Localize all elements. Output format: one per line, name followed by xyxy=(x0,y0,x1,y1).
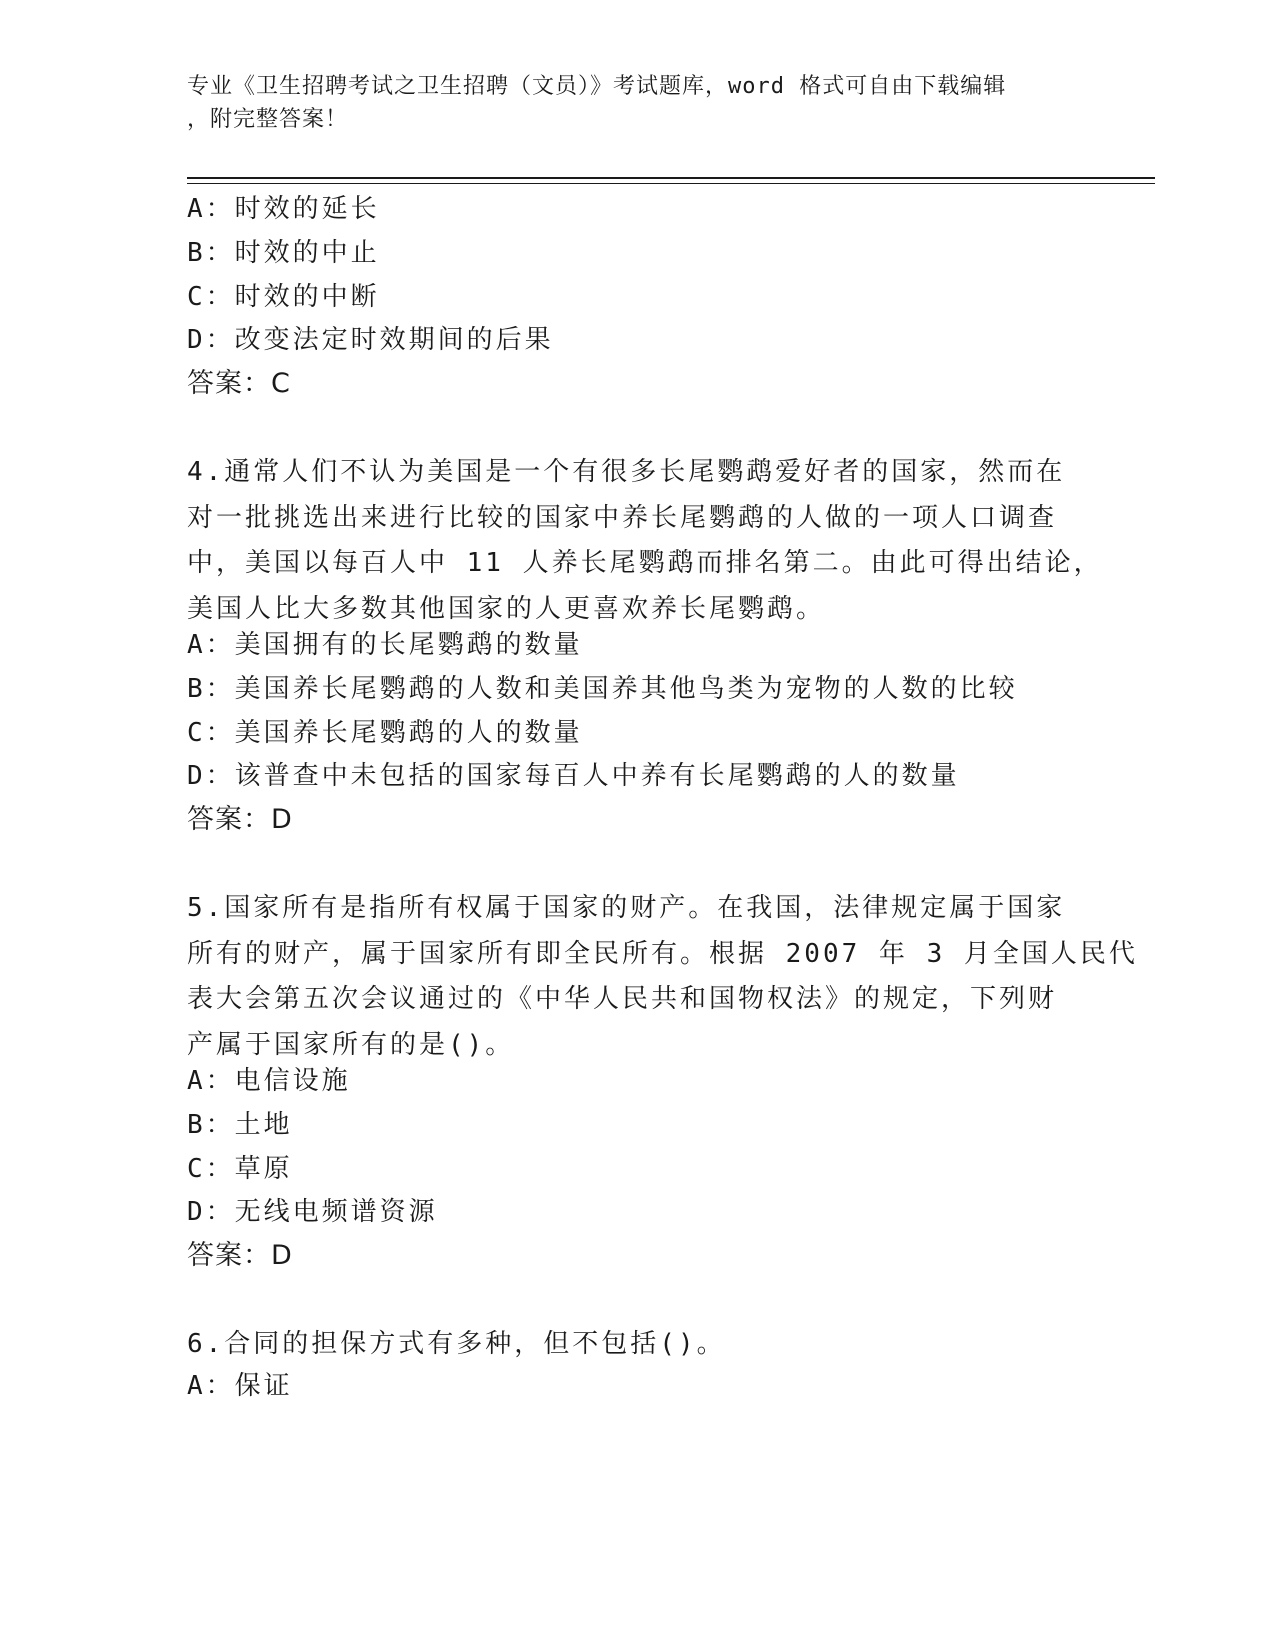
document-header xyxy=(187,70,1067,136)
q5-answer: 答案：D xyxy=(187,1240,293,1271)
q5-option-b: B：土地 xyxy=(187,1110,293,1140)
q4-stem-line-2: 对一批挑选出来进行比较的国家中养长尾鹦鹉的人做的一项人口调查 xyxy=(187,502,1058,533)
q4-option-d: D：该普查中未包括的国家每百人中养有长尾鹦鹉的人的数量 xyxy=(187,761,960,791)
q4-option-b: B：美国养长尾鹦鹉的人数和美国养其他鸟类为宠物的人数的比较 xyxy=(187,674,1018,704)
q5-option-a: A：电信设施 xyxy=(187,1066,351,1096)
q4-option-c: C：美国养长尾鹦鹉的人的数量 xyxy=(187,718,583,748)
q5-stem-line-4: 产属于国家所有的是()。 xyxy=(187,1029,515,1060)
q6-stem-line-1: 6.合同的担保方式有多种，但不包括()。 xyxy=(187,1329,726,1359)
q5-option-c: C：草原 xyxy=(187,1154,293,1184)
q4-stem-line-1: 4.通常人们不认为美国是一个有很多长尾鹦鹉爱好者的国家，然而在 xyxy=(187,457,1066,487)
q4-answer: 答案：D xyxy=(187,804,293,835)
header-line-2: ，附完整答案！ xyxy=(187,107,349,132)
q4-stem-line-3: 中，美国以每百人中 11 人养长尾鹦鹉而排名第二。由此可得出结论， xyxy=(187,548,1103,578)
q3-option-d: D：改变法定时效期间的后果 xyxy=(187,325,554,355)
q5-stem-line-1: 5.国家所有是指所有权属于国家的财产。在我国，法律规定属于国家 xyxy=(187,893,1066,923)
q5-stem-line-2: 所有的财产，属于国家所有即全民所有。根据 2007 年 3 月全国人民代 xyxy=(187,938,1138,969)
q6-option-a: A：保证 xyxy=(187,1371,293,1401)
q5-option-d: D：无线电频谱资源 xyxy=(187,1197,438,1227)
q6-stem xyxy=(187,1322,1087,1368)
header-divider-thick xyxy=(187,177,1155,179)
q3-option-b: B：时效的中止 xyxy=(187,238,380,268)
q5-stem-line-3: 表大会第五次会议通过的《中华人民共和国物权法》的规定，下列财 xyxy=(187,984,1058,1014)
q4-option-a: A：美国拥有的长尾鹦鹉的数量 xyxy=(187,630,583,660)
q3-option-a: A：时效的延长 xyxy=(187,194,380,224)
header-divider-thin xyxy=(187,183,1155,184)
q4-stem xyxy=(187,450,1103,632)
q3-answer: 答案：C xyxy=(187,368,291,399)
header-line-1: 专业《卫生招聘考试之卫生招聘（文员）》考试题库，word 格式可自由下载编辑 xyxy=(187,74,1007,99)
q5-stem xyxy=(187,886,1138,1068)
q3-option-c: C：时效的中断 xyxy=(187,282,380,312)
q4-stem-line-4: 美国人比大多数其他国家的人更喜欢养长尾鹦鹉。 xyxy=(187,593,826,624)
